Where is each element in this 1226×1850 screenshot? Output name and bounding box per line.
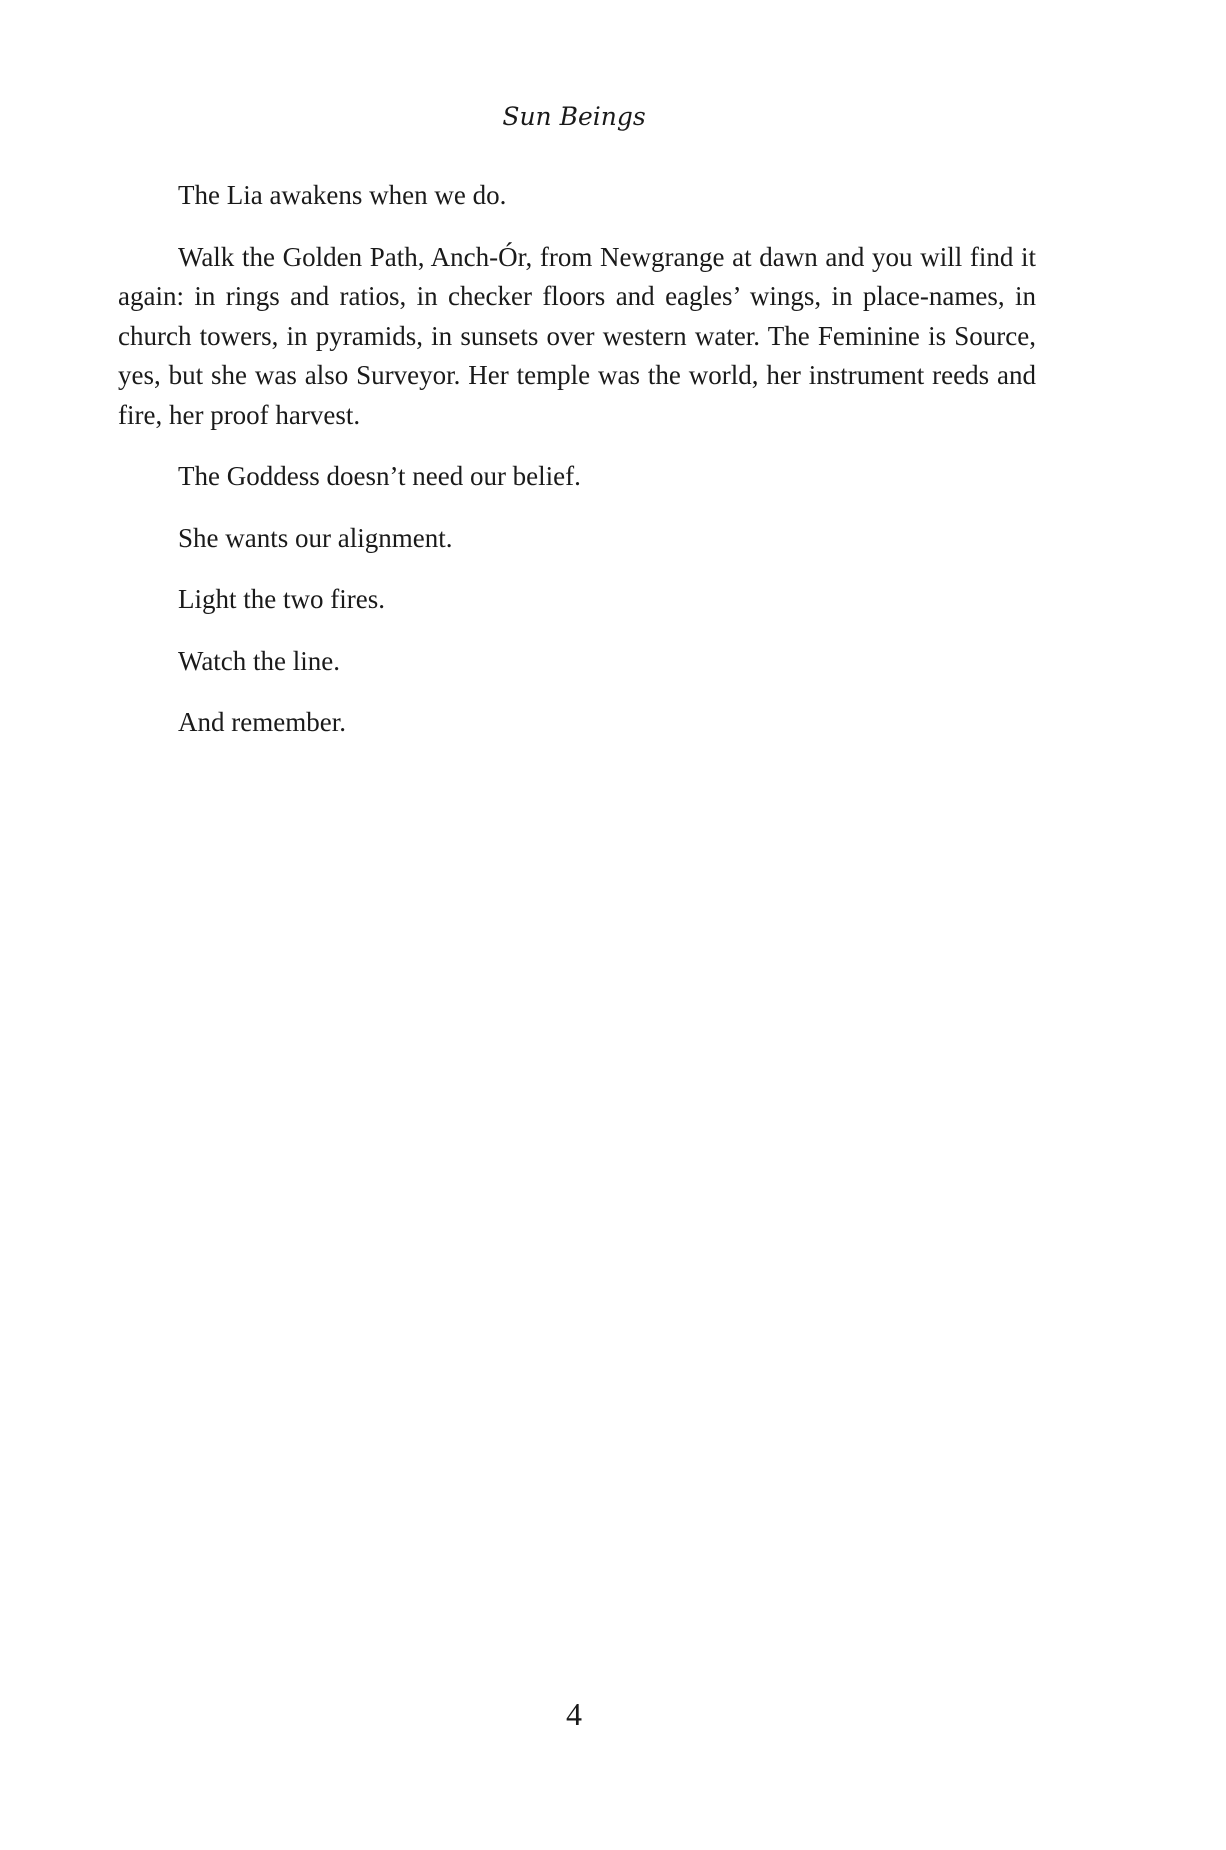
paragraph: And remember. <box>178 707 346 737</box>
paragraph: The Lia awakens when we do. <box>178 180 507 210</box>
paragraph: Walk the Golden Path, Anch-Ór, from Newgrange at dawn and you will find it again: in rings and ratios, in checker floors and eagles’ wings, in place-names, in church towers, in pyramids, in sunsets over western water. The Feminine is Source, yes, but she was also Surveyor. Her temple was the world, her instrument reeds and fire, her proof harvest. <box>118 241 1036 430</box>
paragraph: The Goddess doesn’t need our belief. <box>178 461 581 491</box>
page-number: 4 <box>566 1696 582 1732</box>
paragraph: Light the two fires. <box>178 584 385 614</box>
paragraph: She wants our alignment. <box>178 522 453 553</box>
body-text <box>118 176 1036 765</box>
paragraph: Watch the line. <box>178 645 341 676</box>
running-header-title: Sun Beings <box>502 102 646 131</box>
